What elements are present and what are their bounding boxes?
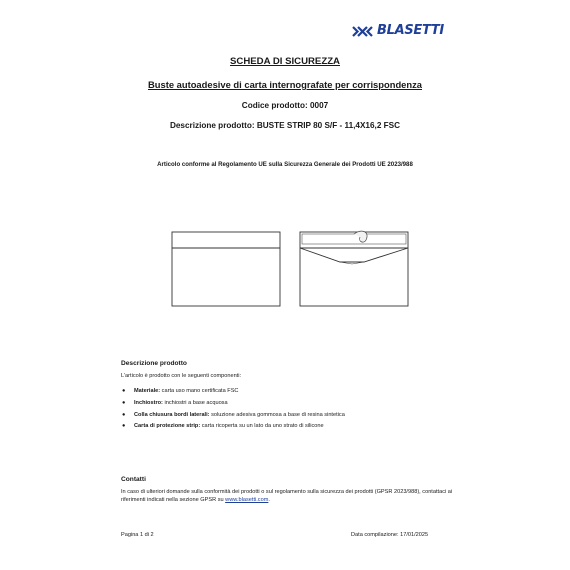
list-item [121,386,461,398]
product-description-heading: Descrizione prodotto [121,360,187,367]
components-list [121,386,461,433]
bullet-icon: ● [122,423,126,430]
envelope-front-illustration [168,228,284,308]
bullet-icon: ● [122,411,126,418]
compilation-date: Data compilazione: 17/01/2025 [351,532,429,538]
list-item [121,421,461,433]
envelope-back-illustration [296,228,412,308]
contacts-text [121,488,457,504]
website-link[interactable]: www.blasetti.com [225,497,269,504]
product-description-line: Descrizione prodotto: BUSTE STRIP 80 S/F - 11,4X16,2 FSC [169,121,401,130]
contacts-heading: Contatti [121,476,146,483]
blasetti-logo-mark-icon [352,26,376,37]
contacts-body: In caso di ulteriori domande sulla conformità dei prodotti o sul regolamento sulla sicurezza dei prodotti (GPSR 2023/988), contattaci ai riferimenti indicati nella sezione GPSR su [121,489,453,504]
bullet-icon: ● [122,399,126,406]
document-subtitle: Buste autoadesive di carta internografate per corrispondenza [147,79,423,90]
logo-wordmark: BLASETTI [377,23,444,38]
component-text: inchiostri a base acquosa [162,399,228,406]
conformity-statement: Articolo conforme al Regolamento UE sulla Sicurezza Generale dei Prodotti UE 2023/988 [157,161,413,168]
component-text: carta ricoperta su un lato da uno strato di silicone [200,423,324,430]
document-title: SCHEDA DI SICUREZZA [230,56,340,67]
list-item [121,410,461,422]
components-intro: L’articolo è prodotto con le seguenti componenti: [121,373,242,379]
component-label: Inchiostro: [134,399,163,406]
component-label: Colla chiusura bordi laterali: [134,411,210,418]
list-item [121,398,461,410]
contacts-end: . [268,497,270,504]
component-label: Materiale: [134,388,161,394]
component-text: soluzione adesiva gommosa a base di resina sintetica [209,411,345,418]
component-label: Carta di protezione strip: [134,423,201,430]
component-text: carta uso mano certificata FSC [160,388,239,394]
bullet-icon: ● [122,388,126,394]
brand-logo [352,24,444,38]
page-number: Pagina 1 di 2 [121,532,154,538]
product-code: Codice prodotto: 0007 [241,101,329,110]
